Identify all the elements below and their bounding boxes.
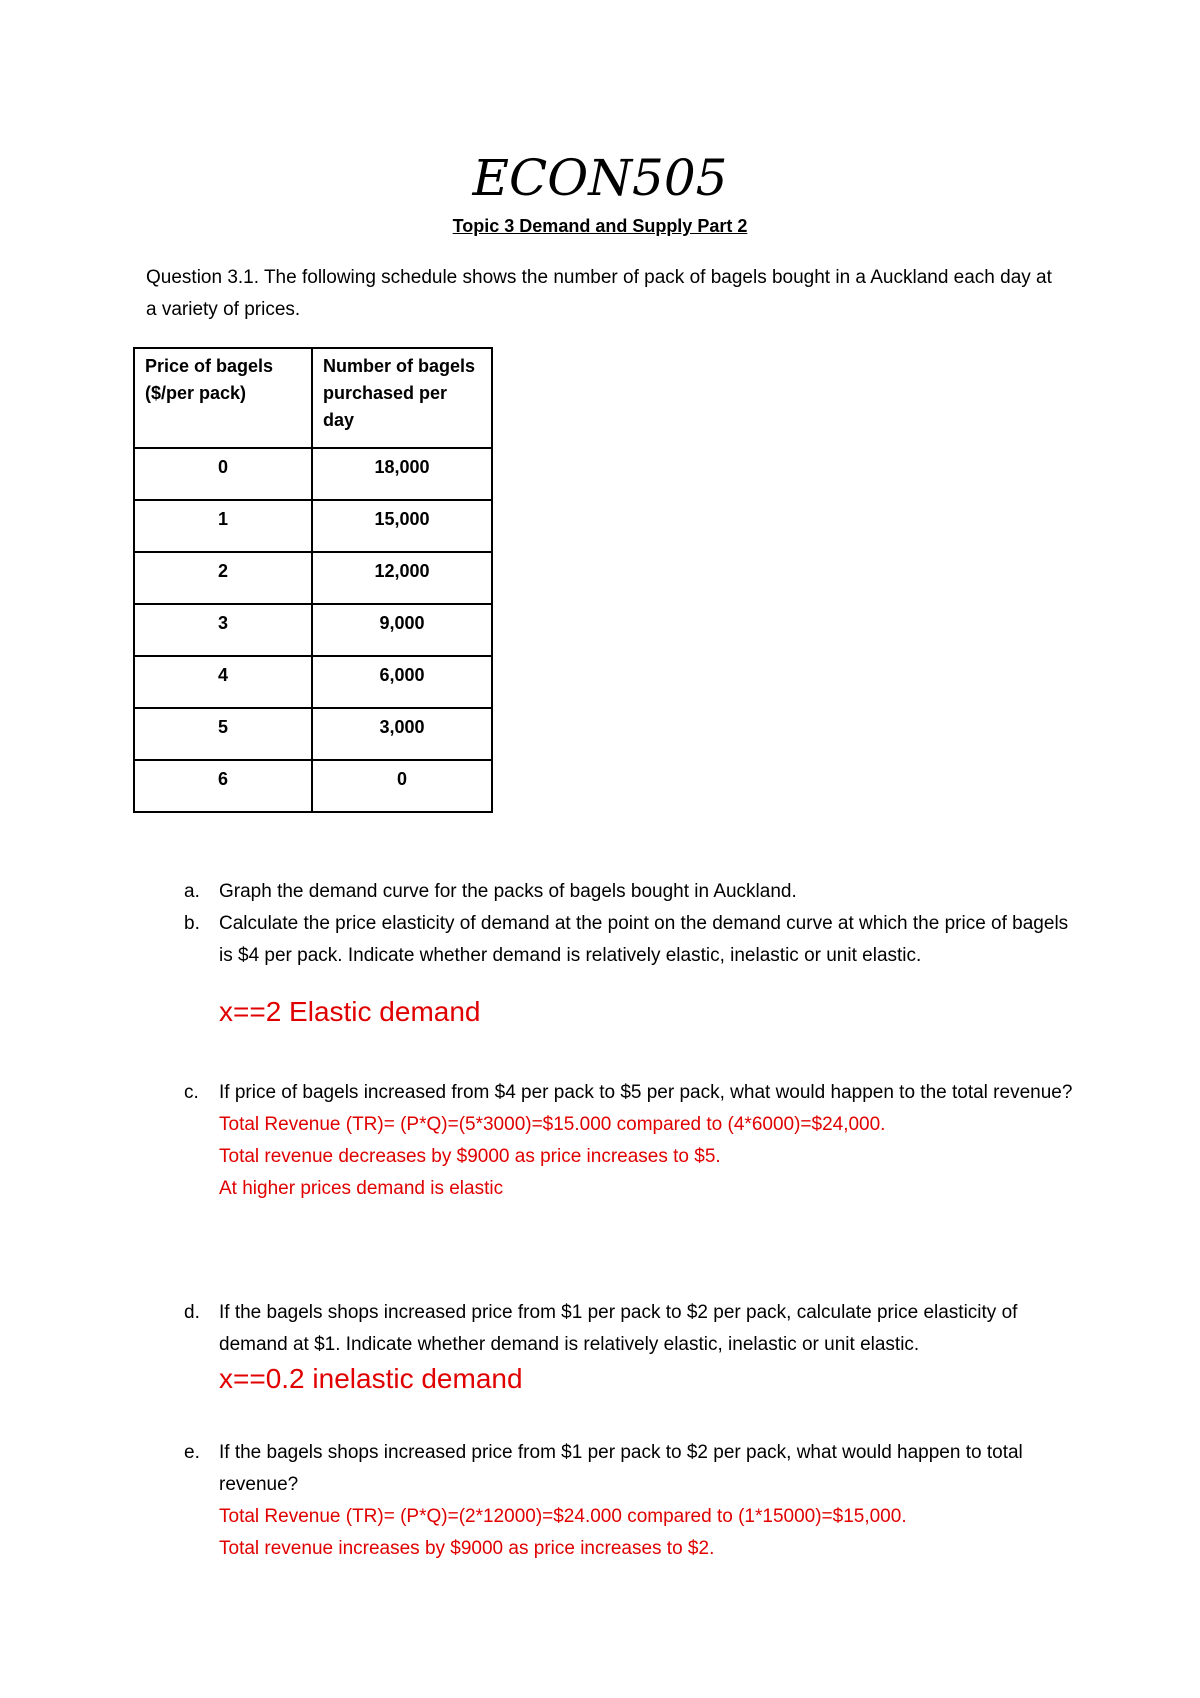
part-text: Calculate the price elasticity of demand at the point on the demand curve at which the price of bagels is $4 per pack. Indicate whether demand is relatively elastic, inelastic or unit elastic.	[219, 913, 1069, 966]
table-header: Number of bagels purchased per day	[312, 348, 492, 448]
table-header: Price of bagels ($/per pack)	[134, 348, 312, 448]
answer-text: x==2 Elastic demand	[219, 996, 481, 1027]
part-letter: e.	[184, 1442, 200, 1463]
price-quantity-table	[133, 347, 493, 813]
table-cell: 6,000	[312, 656, 492, 708]
table-cell: 4	[134, 656, 312, 708]
table-row	[134, 448, 492, 500]
topic-subtitle: Topic 3 Demand and Supply Part 2	[452, 216, 748, 236]
table-cell: 0	[134, 448, 312, 500]
part-letter: d.	[184, 1302, 200, 1323]
table-cell: 0	[312, 760, 492, 812]
part-letter: b.	[184, 913, 200, 934]
table-row	[134, 500, 492, 552]
part-letter: c.	[184, 1082, 199, 1103]
part-text: If the bagels shops increased price from $1 per pack to $2 per pack, what would happen to total revenue?	[219, 1442, 1023, 1495]
table-header-row	[134, 348, 492, 448]
part-a	[184, 876, 1084, 908]
table-row	[134, 656, 492, 708]
table-cell: 9,000	[312, 604, 492, 656]
table-cell: 2	[134, 552, 312, 604]
table-cell: 6	[134, 760, 312, 812]
page-title: ECON505	[472, 149, 728, 207]
table-row	[134, 708, 492, 760]
answer-line: Total Revenue (TR)= (P*Q)=(2*12000)=$24.000 compared to (1*15000)=$15,000.	[219, 1506, 907, 1527]
part-b	[184, 908, 1084, 1030]
answer-line: Total revenue decreases by $9000 as price increases to $5.	[219, 1146, 721, 1167]
answer-line: Total revenue increases by $9000 as price increases to $2.	[219, 1538, 715, 1559]
table-row	[134, 604, 492, 656]
part-c	[184, 1077, 1084, 1205]
table-cell: 15,000	[312, 500, 492, 552]
part-e	[184, 1437, 1084, 1565]
table-cell: 3,000	[312, 708, 492, 760]
answer-line: At higher prices demand is elastic	[219, 1178, 504, 1199]
table-cell: 1	[134, 500, 312, 552]
table-row	[134, 760, 492, 812]
question-intro: Question 3.1. The following schedule shows the number of pack of bagels bought in a Auckland each day at a variety of prices.	[146, 267, 1052, 320]
part-text: If the bagels shops increased price from $1 per pack to $2 per pack, calculate price elasticity of demand at $1. Indicate whether demand is relatively elastic, inelastic or unit elastic.	[219, 1302, 1018, 1355]
part-text: If price of bagels increased from $4 per pack to $5 per pack, what would happen to the total revenue?	[219, 1082, 1073, 1103]
table-cell: 12,000	[312, 552, 492, 604]
answer-line: Total Revenue (TR)= (P*Q)=(5*3000)=$15.000 compared to (4*6000)=$24,000.	[219, 1114, 886, 1135]
part-letter: a.	[184, 881, 200, 902]
table-row	[134, 552, 492, 604]
table-cell: 5	[134, 708, 312, 760]
answer-text: x==0.2 inelastic demand	[219, 1363, 523, 1394]
table-cell: 18,000	[312, 448, 492, 500]
part-text: Graph the demand curve for the packs of bagels bought in Auckland.	[219, 881, 797, 902]
part-d	[184, 1297, 1084, 1397]
table-cell: 3	[134, 604, 312, 656]
